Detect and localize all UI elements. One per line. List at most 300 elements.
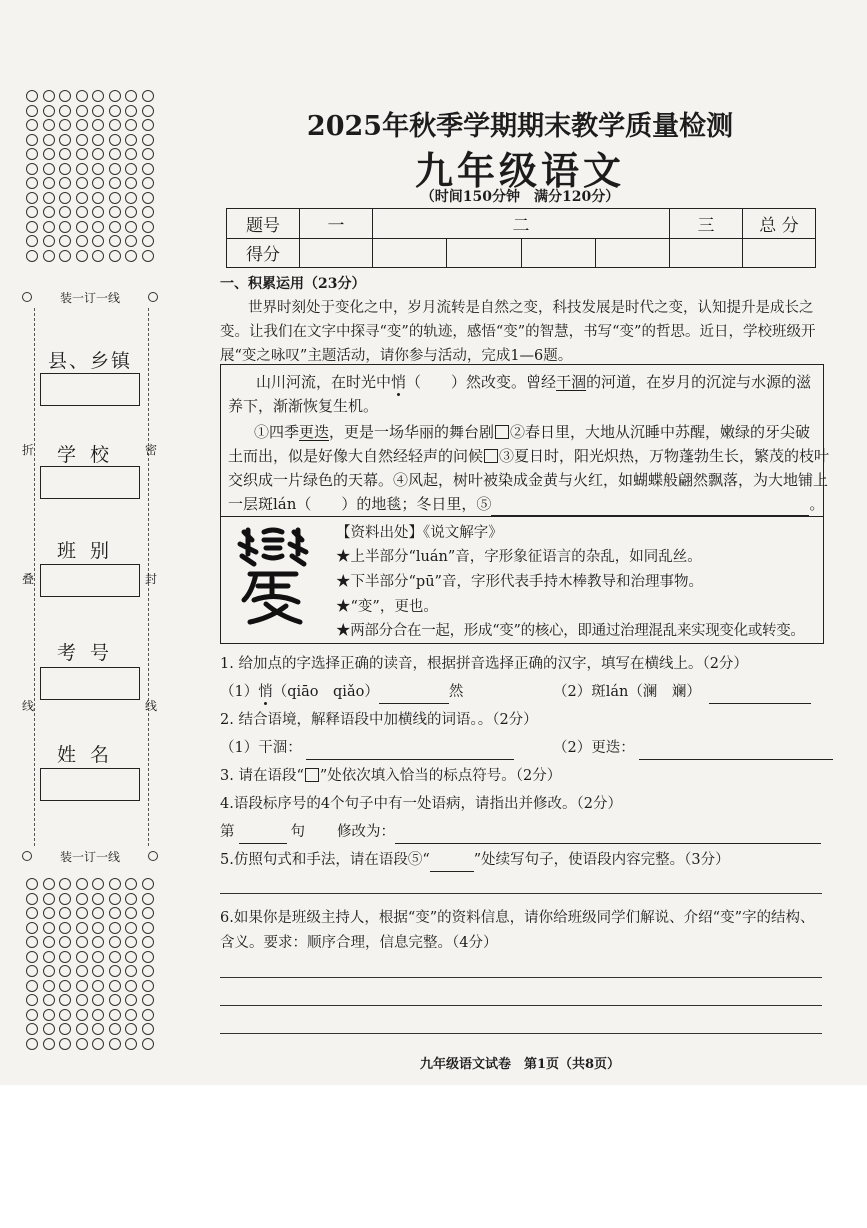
exam-title: 2025年秋季学期期末教学质量检测 (306, 111, 734, 142)
score-cell[interactable] (743, 238, 816, 268)
binding-holes-top (26, 90, 156, 262)
binding-hole-icon (76, 1023, 88, 1035)
binding-hole-icon (76, 192, 88, 204)
binding-hole-icon (125, 105, 137, 117)
binding-hole-icon (142, 206, 154, 218)
binding-hole-icon (142, 163, 154, 175)
binding-hole-icon (109, 878, 121, 890)
binding-hole-icon (76, 250, 88, 262)
binding-hole-icon (125, 206, 137, 218)
side-char-fold: 折 (22, 443, 35, 457)
binding-ring-icon (22, 851, 32, 861)
binding-hole-icon (43, 177, 55, 189)
binding-hole-icon (142, 90, 154, 102)
score-cell[interactable] (373, 238, 447, 268)
school-field[interactable] (40, 466, 140, 499)
binding-hole-icon (43, 878, 55, 890)
binding-hole-icon (26, 221, 38, 233)
pinyin-options: （qiāo qiǎo） (272, 684, 379, 700)
answer-line[interactable] (220, 977, 822, 978)
answer-prefix: 第 (220, 824, 235, 840)
section-heading: 一、积累运用（23分） (220, 276, 366, 292)
binding-hole-icon (92, 250, 104, 262)
binding-hole-icon (43, 206, 55, 218)
binding-hole-icon (43, 936, 55, 948)
answer-line[interactable] (306, 741, 514, 760)
score-cell[interactable] (595, 238, 669, 268)
binding-hole-icon (92, 965, 104, 977)
binding-hole-icon (92, 1009, 104, 1021)
binding-hole-icon (125, 936, 137, 948)
binding-hole-icon (142, 177, 154, 189)
blank-marker (430, 857, 474, 872)
question-1-part-1 (220, 680, 463, 704)
binding-hole-icon (125, 134, 137, 146)
question-text: ”处依次填入恰当的标点符号。（2分） (319, 768, 562, 784)
continuation-blank[interactable] (491, 497, 809, 516)
exam-number-label: 考号 (56, 642, 123, 664)
binding-hole-icon (125, 163, 137, 175)
binding-hole-icon (43, 148, 55, 160)
binding-hole-icon (142, 134, 154, 146)
binding-ring-icon (148, 851, 158, 861)
binding-hole-icon (92, 90, 104, 102)
binding-hole-icon (43, 1038, 55, 1050)
binding-hole-icon (109, 90, 121, 102)
binding-hole-icon (26, 148, 38, 160)
binding-hole-icon (26, 1038, 38, 1050)
binding-hole-icon (59, 878, 71, 890)
binding-hole-icon (59, 206, 71, 218)
passage-divider (220, 516, 824, 517)
question-2-part-2 (553, 736, 833, 760)
binding-hole-icon (92, 893, 104, 905)
question-4: 4.语段标序号的4个句子中有一处语病，请指出并修改。（2分） (220, 796, 623, 812)
punctuation-box[interactable] (484, 449, 498, 463)
binding-hole-icon (125, 922, 137, 934)
binding-hole-icon (125, 250, 137, 262)
binding-hole-icon (142, 922, 154, 934)
passage-line: 交织成一片绿色的天幕。④风起，树叶被染成金黄与火红，如蝴蝶般翩然飘落，为大地铺上 (228, 471, 829, 489)
binding-hole-icon (92, 163, 104, 175)
binding-hole-icon (43, 105, 55, 117)
binding-hole-icon (125, 907, 137, 919)
binding-hole-icon (142, 250, 154, 262)
binding-hole-icon (142, 994, 154, 1006)
binding-hole-icon (43, 965, 55, 977)
part-label: （1）干涸： (220, 740, 302, 756)
binding-hole-icon (142, 1009, 154, 1021)
binding-hole-icon (59, 250, 71, 262)
binding-hole-icon (109, 235, 121, 247)
binding-hole-icon (26, 90, 38, 102)
binding-hole-icon (59, 235, 71, 247)
binding-hole-icon (76, 105, 88, 117)
binding-hole-icon (109, 922, 121, 934)
passage-text: ②春日里，大地从沉睡中苏醒，嫩绿的牙尖破 (510, 423, 811, 441)
binding-hole-icon (59, 1038, 71, 1050)
side-char-closed: 封 (145, 572, 158, 586)
binding-hole-icon (142, 878, 154, 890)
answer-suffix: 然 (448, 684, 464, 700)
binding-hole-icon (59, 936, 71, 948)
binding-ring-icon (22, 292, 32, 302)
binding-hole-icon (125, 1009, 137, 1021)
name-field[interactable] (40, 768, 140, 801)
binding-hole-icon (109, 965, 121, 977)
binding-hole-icon (76, 90, 88, 102)
binding-hole-icon (109, 951, 121, 963)
resource-item: ★上半部分“luán”音，字形象征语言的杂乱，如同乱丝。 (336, 549, 702, 565)
binding-hole-icon (125, 235, 137, 247)
binding-hole-icon (92, 994, 104, 1006)
binding-hole-icon (109, 1009, 121, 1021)
binding-hole-icon (76, 878, 88, 890)
subject-title: 九年级语文 (414, 148, 625, 193)
binding-hole-icon (43, 1009, 55, 1021)
binding-hole-icon (26, 105, 38, 117)
binding-dashed-line-left (34, 308, 35, 846)
binding-hole-icon (142, 965, 154, 977)
binding-hole-icon (59, 134, 71, 146)
side-char-seal: 密 (145, 443, 158, 457)
answer-line[interactable] (639, 741, 833, 760)
passage-text: ①四季 (254, 423, 300, 441)
revise-label: 修改为： (337, 824, 395, 840)
resource-item: ★两部分合在一起，形成“变”的核心，即通过治理混乱来实现变化或转变。 (336, 623, 805, 639)
binding-hole-icon (43, 119, 55, 131)
question-4-answer (220, 820, 821, 844)
binding-hole-icon (142, 235, 154, 247)
binding-hole-icon (109, 1023, 121, 1035)
binding-hole-icon (26, 206, 38, 218)
binding-hole-icon (26, 177, 38, 189)
binding-hole-icon (125, 177, 137, 189)
binding-hole-icon (125, 980, 137, 992)
score-cell[interactable] (670, 238, 743, 268)
class-label: 班别 (56, 540, 123, 562)
binding-hole-icon (59, 148, 71, 160)
binding-hole-icon (92, 177, 104, 189)
question-text: 5.仿照句式和手法，请在语段⑤“ (220, 852, 430, 868)
passage-text: 的河道，在岁月的沉淀与水源的滋 (586, 373, 812, 391)
binding-hole-icon (59, 951, 71, 963)
binding-hole-icon (26, 936, 38, 948)
binding-hole-icon (109, 221, 121, 233)
binding-hole-icon (92, 119, 104, 131)
passage-text: 。 (809, 495, 825, 513)
intro-line: 世界时刻处于变化之中，岁月流转是自然之变，科技发展是时代之变，认知提升是成长之 (248, 300, 814, 316)
binding-hole-icon (59, 90, 71, 102)
binding-hole-icon (26, 907, 38, 919)
binding-hole-icon (125, 994, 137, 1006)
binding-hole-icon (59, 221, 71, 233)
binding-hole-icon (142, 119, 154, 131)
passage-line: 养下，渐渐恢复生机。 (228, 397, 379, 415)
passage-text: 山川河流，在时光中 (256, 373, 392, 391)
binding-hole-icon (92, 951, 104, 963)
binding-hole-icon (26, 235, 38, 247)
blank[interactable]: （ ） (406, 373, 467, 391)
binding-hole-icon (76, 994, 88, 1006)
binding-hole-icon (76, 148, 88, 160)
dotted-char: 悄 (391, 373, 407, 391)
binding-hole-icon (92, 1023, 104, 1035)
passage-text: ，更是一场华丽的舞台剧 (329, 423, 495, 441)
binding-line-bottom (22, 848, 158, 864)
binding-hole-icon (43, 907, 55, 919)
score-table-row-label: 得分 (227, 238, 300, 268)
binding-hole-icon (43, 134, 55, 146)
score-table-section-3: 三 (670, 209, 743, 239)
binding-hole-icon (43, 951, 55, 963)
binding-hole-icon (92, 1038, 104, 1050)
binding-hole-icon (76, 134, 88, 146)
binding-hole-icon (125, 951, 137, 963)
binding-hole-icon (59, 980, 71, 992)
binding-hole-icon (76, 965, 88, 977)
binding-hole-icon (26, 192, 38, 204)
binding-hole-icon (59, 965, 71, 977)
resource-item: ★“变”，更也。 (336, 599, 438, 615)
intro-line: 展“变之咏叹”主题活动，请你参与活动，完成1—6题。 (220, 348, 573, 364)
binding-hole-icon (109, 893, 121, 905)
resource-item: ★下半部分“pū”音，字形代表手持木棒教导和治理事物。 (336, 574, 703, 590)
char-options: （2）斑lán（澜 斓） (553, 684, 701, 700)
question-text: 3. 请在语段“ (220, 768, 304, 784)
resource-title: 【资料出处】《说文解字》 (336, 525, 503, 541)
score-cell[interactable] (447, 238, 521, 268)
part-number: （1） (220, 684, 259, 700)
binding-hole-icon (26, 1023, 38, 1035)
intro-line: 变。让我们在文字中探寻“变”的轨迹，感悟“变”的智慧，书写“变”的哲思。近日，学校班级开 (220, 324, 816, 340)
binding-hole-icon (76, 163, 88, 175)
passage-text: 一层斑lán（ ）的地毯；冬日里，⑤ (228, 495, 492, 513)
binding-hole-icon (109, 206, 121, 218)
question-5 (220, 848, 730, 872)
binding-hole-icon (76, 922, 88, 934)
binding-hole-icon (92, 105, 104, 117)
binding-hole-icon (43, 922, 55, 934)
binding-hole-icon (142, 221, 154, 233)
binding-hole-icon (125, 119, 137, 131)
name-label: 姓名 (56, 744, 123, 766)
answer-line[interactable] (379, 685, 449, 704)
answer-line[interactable] (220, 1005, 822, 1006)
score-table-section-1: 一 (300, 209, 373, 239)
binding-hole-icon (59, 922, 71, 934)
binding-hole-icon (125, 192, 137, 204)
binding-hole-icon (109, 1038, 121, 1050)
answer-line[interactable] (709, 685, 811, 704)
binding-hole-icon (43, 163, 55, 175)
binding-hole-icon (142, 148, 154, 160)
passage-text: 然改变。曾经 (466, 373, 557, 391)
binding-hole-icon (125, 1038, 137, 1050)
passage-line (228, 444, 829, 468)
side-char-line-left: 线 (22, 699, 35, 713)
binding-hole-icon (26, 994, 38, 1006)
binding-hole-icon (125, 148, 137, 160)
question-text: ”处续写句子，使语段内容完整。（3分） (473, 852, 730, 868)
binding-holes-bottom (26, 878, 156, 1050)
binding-hole-icon (59, 119, 71, 131)
binding-hole-icon (43, 235, 55, 247)
binding-hole-icon (92, 221, 104, 233)
county-field[interactable] (40, 373, 140, 406)
question-6: 6.如果你是班级主持人，根据“变”的资料信息，请你给班级同学们解说、介绍“变”字的结构、 (220, 910, 815, 926)
binding-hole-icon (76, 1038, 88, 1050)
binding-hole-icon (26, 1009, 38, 1021)
passage-line (228, 370, 811, 394)
binding-hole-icon (76, 206, 88, 218)
binding-hole-icon (76, 119, 88, 131)
binding-hole-icon (26, 134, 38, 146)
binding-hole-icon (92, 148, 104, 160)
binding-hole-icon (109, 134, 121, 146)
binding-hole-icon (92, 878, 104, 890)
binding-hole-icon (76, 221, 88, 233)
binding-hole-icon (109, 148, 121, 160)
binding-hole-icon (26, 878, 38, 890)
sentence-number-line[interactable] (239, 825, 287, 844)
binding-hole-icon (92, 907, 104, 919)
binding-hole-icon (76, 177, 88, 189)
binding-hole-icon (92, 134, 104, 146)
part-label: （2）更迭： (553, 740, 635, 756)
question-6: 含义。要求：顺序合理，信息完整。（4分） (220, 935, 498, 951)
binding-hole-icon (59, 192, 71, 204)
passage-line (228, 420, 810, 444)
binding-line-text: 装一订一线 (59, 290, 120, 305)
page-footer: 九年级语文试卷 第1页（共8页） (419, 1057, 621, 1072)
passage-text: ③夏日时，阳光炽热，万物蓬勃生长，繁茂的枝叶 (499, 447, 830, 465)
binding-hole-icon (142, 1038, 154, 1050)
binding-hole-icon (76, 936, 88, 948)
question-1: 1. 给加点的字选择正确的读音，根据拼音选择正确的汉字，填写在横线上。（2分） (220, 656, 748, 672)
binding-hole-icon (26, 965, 38, 977)
passage-text: 土而出，似是好像大自然经轻声的问候 (228, 447, 484, 465)
binding-hole-icon (59, 1009, 71, 1021)
binding-hole-icon (142, 1023, 154, 1035)
binding-hole-icon (142, 936, 154, 948)
underlined-word: 更迭 (299, 423, 330, 441)
side-char-stack: 叠 (22, 572, 35, 586)
binding-hole-icon (43, 192, 55, 204)
answer-suffix: 句 (290, 824, 305, 840)
binding-hole-icon (125, 893, 137, 905)
answer-line[interactable] (220, 1033, 822, 1034)
revision-line[interactable] (395, 825, 821, 844)
binding-hole-icon (43, 90, 55, 102)
binding-hole-icon (109, 994, 121, 1006)
binding-hole-icon (142, 192, 154, 204)
binding-hole-icon (76, 1009, 88, 1021)
binding-hole-icon (125, 878, 137, 890)
binding-hole-icon (125, 221, 137, 233)
binding-hole-icon (43, 994, 55, 1006)
binding-hole-icon (76, 235, 88, 247)
binding-hole-icon (76, 951, 88, 963)
binding-hole-icon (142, 105, 154, 117)
score-table-total: 总 分 (743, 209, 816, 239)
binding-hole-icon (59, 177, 71, 189)
binding-hole-icon (59, 105, 71, 117)
binding-hole-icon (109, 105, 121, 117)
binding-hole-icon (59, 994, 71, 1006)
binding-hole-icon (26, 980, 38, 992)
binding-hole-icon (26, 951, 38, 963)
binding-hole-icon (76, 907, 88, 919)
county-label: 县、乡镇 (47, 350, 132, 372)
binding-hole-icon (109, 163, 121, 175)
binding-hole-icon (109, 907, 121, 919)
binding-hole-icon (92, 192, 104, 204)
binding-hole-icon (43, 250, 55, 262)
binding-hole-icon (142, 893, 154, 905)
binding-hole-icon (109, 192, 121, 204)
binding-hole-icon (43, 221, 55, 233)
binding-hole-icon (43, 893, 55, 905)
punctuation-box[interactable] (495, 425, 509, 439)
binding-hole-icon (92, 936, 104, 948)
side-char-line-right: 线 (145, 699, 158, 713)
binding-hole-icon (109, 936, 121, 948)
score-table (226, 208, 816, 268)
binding-hole-icon (43, 980, 55, 992)
binding-hole-icon (76, 980, 88, 992)
school-label: 学校 (56, 444, 123, 466)
binding-hole-icon (92, 235, 104, 247)
score-cell[interactable] (300, 238, 373, 268)
binding-hole-icon (109, 980, 121, 992)
binding-hole-icon (109, 119, 121, 131)
answer-line[interactable] (220, 893, 822, 894)
time-and-score: （时间150分钟 满分120分） (420, 189, 620, 205)
question-1-part-2 (553, 680, 811, 704)
binding-hole-icon (142, 907, 154, 919)
class-field[interactable] (40, 564, 140, 597)
question-3 (220, 764, 561, 788)
binding-hole-icon (125, 965, 137, 977)
binding-hole-icon (59, 893, 71, 905)
binding-hole-icon (109, 250, 121, 262)
binding-hole-icon (26, 119, 38, 131)
binding-hole-icon (59, 907, 71, 919)
binding-hole-icon (59, 1023, 71, 1035)
binding-hole-icon (142, 980, 154, 992)
binding-ring-icon (148, 292, 158, 302)
binding-hole-icon (125, 90, 137, 102)
score-table-header: 题号 (227, 209, 300, 239)
binding-line-text: 装一订一线 (59, 849, 120, 864)
seal-script-bian-icon (236, 526, 310, 626)
exam-number-field[interactable] (40, 667, 140, 700)
binding-hole-icon (125, 1023, 137, 1035)
punctuation-box-icon (305, 768, 319, 782)
question-2: 2. 结合语境，解释语段中加横线的词语。。（2分） (220, 712, 538, 728)
binding-hole-icon (43, 1023, 55, 1035)
binding-hole-icon (142, 951, 154, 963)
passage-line (228, 492, 824, 516)
binding-hole-icon (92, 922, 104, 934)
binding-hole-icon (59, 163, 71, 175)
score-cell[interactable] (521, 238, 595, 268)
binding-hole-icon (92, 206, 104, 218)
binding-hole-icon (26, 893, 38, 905)
binding-line-top (22, 289, 158, 305)
binding-hole-icon (26, 922, 38, 934)
